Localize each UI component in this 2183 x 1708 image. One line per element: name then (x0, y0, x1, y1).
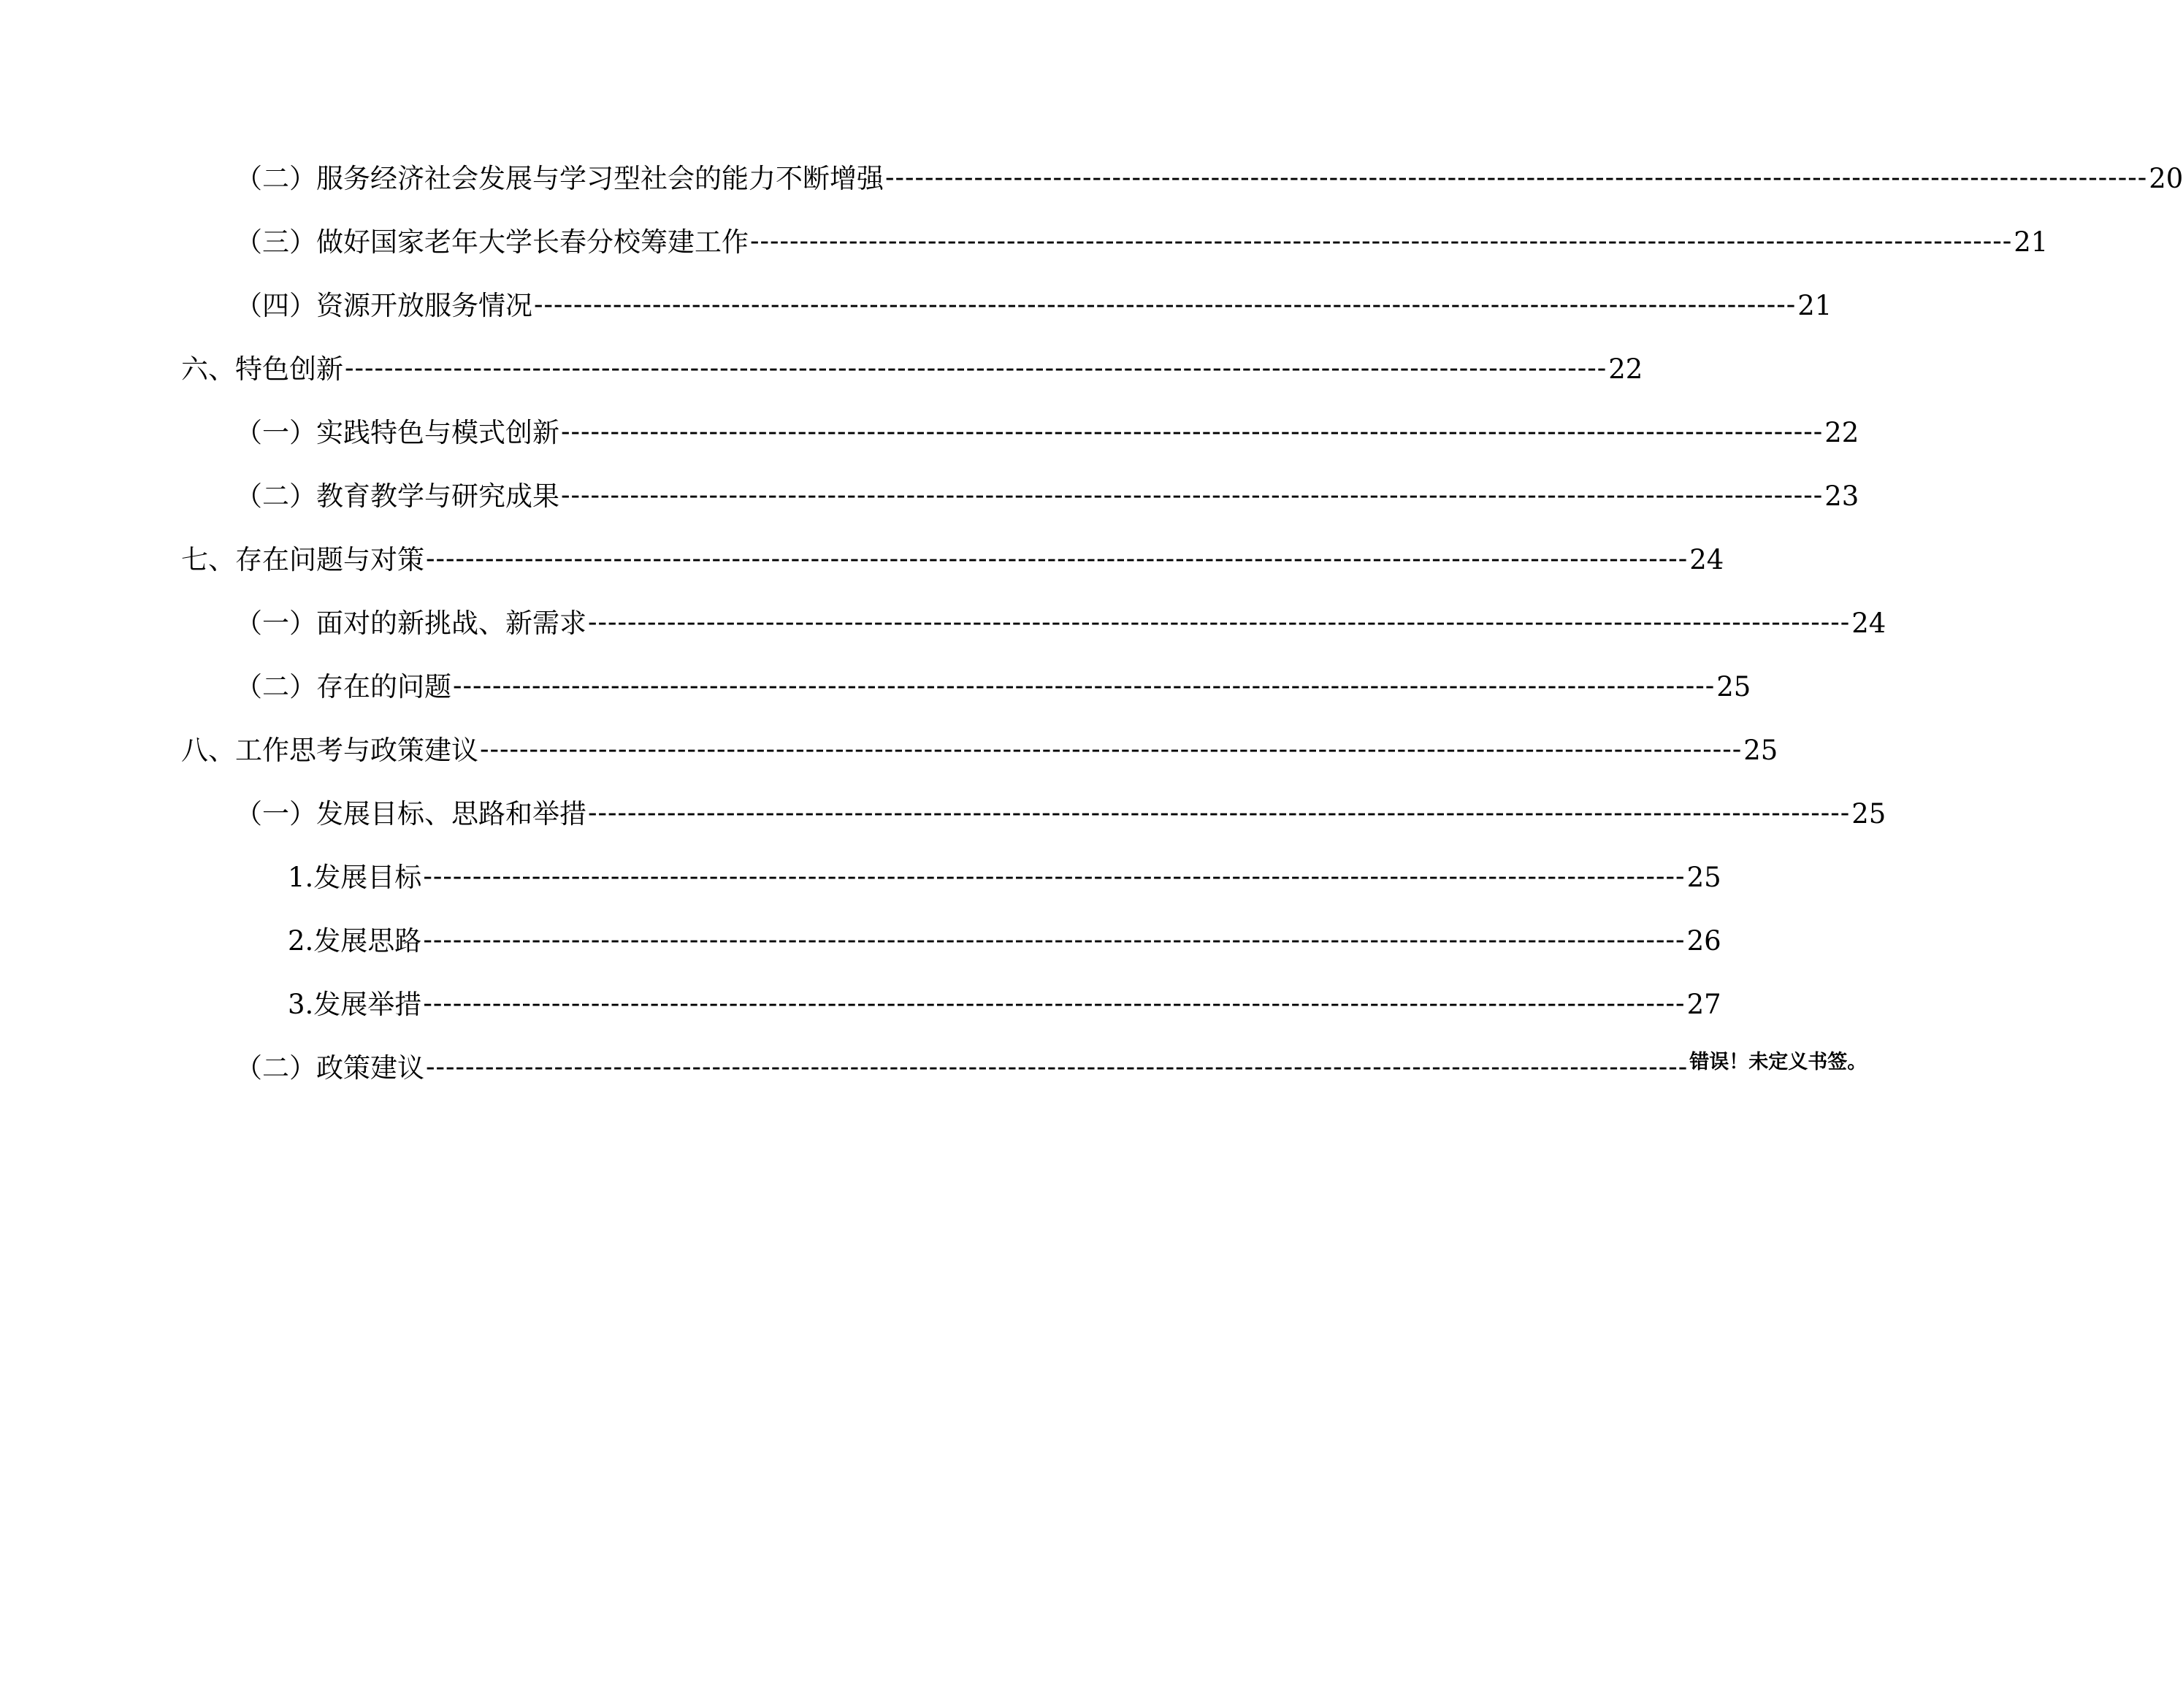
toc-entry[interactable] (235, 602, 1886, 646)
toc-entry-page: 24 (1851, 608, 1886, 639)
toc-entry-page: 21 (2014, 226, 2049, 258)
toc-entry-page: 21 (1797, 290, 1832, 321)
toc-entry-page: 22 (1608, 353, 1643, 385)
toc-entry-page: 20 (2149, 163, 2183, 194)
toc-entry-label: 1.发展目标 (288, 862, 422, 893)
toc-leader: -------------------------------------------------------------------------------------------------------------------------------- (588, 606, 1851, 637)
toc-leader: -------------------------------------------------------------------------------------------------------------------------------- (426, 543, 1689, 574)
toc-leader: -------------------------------------------------------------------------------------------------------------------------------- (423, 987, 1686, 1019)
toc-entry-page: 23 (1824, 480, 1859, 512)
toc-entry-label: 八、工作思考与政策建议 (181, 735, 478, 766)
toc-entry-label: （一）面对的新挑战、新需求 (235, 608, 586, 639)
toc-leader: -------------------------------------------------------------------------------------------------------------------------------- (480, 733, 1743, 765)
toc-entry[interactable] (288, 919, 1721, 963)
toc-leader: -------------------------------------------------------------------------------------------------------------------------------- (534, 288, 1797, 320)
toc-entry-label: （三）做好国家老年大学长春分校筹建工作 (235, 226, 749, 258)
toc-entry-page: 25 (1743, 735, 1778, 766)
toc-entry-page: 25 (1716, 671, 1751, 702)
toc-entry[interactable] (235, 157, 2183, 201)
toc-entry-label: 3.发展举措 (288, 989, 422, 1020)
toc-entry-error-text: 错误！未定义书签。 (1689, 1051, 1867, 1073)
toc-entry-label: （二）教育教学与研究成果 (235, 480, 559, 512)
toc-entry-page: 27 (1686, 989, 1721, 1020)
toc-entry-label: （二）政策建议 (235, 1052, 424, 1084)
toc-entry-label: （二）服务经济社会发展与学习型社会的能力不断增强 (235, 163, 884, 194)
toc-entry-label: 七、存在问题与对策 (181, 544, 424, 575)
toc-entry[interactable] (235, 221, 2049, 264)
toc-entry[interactable] (288, 856, 1721, 900)
toc-leader: -------------------------------------------------------------------------------------------------------------------------------- (561, 479, 1824, 510)
toc-leader: -------------------------------------------------------------------------------------------------------------------------------- (750, 225, 2013, 256)
toc-entry-page: 25 (1686, 862, 1721, 893)
toc-leader: -------------------------------------------------------------------------------------------------------------------------------- (588, 797, 1851, 828)
toc-entry-page: 26 (1686, 925, 1721, 957)
toc-leader: -------------------------------------------------------------------------------------------------------------------------------- (345, 352, 1607, 383)
toc-entry-label: 六、特色创新 (181, 353, 343, 385)
toc-entry-page: 25 (1851, 798, 1886, 830)
toc-entry[interactable] (235, 284, 1832, 328)
toc-entry[interactable] (235, 1046, 1867, 1090)
toc-leader: -------------------------------------------------------------------------------------------------------------------------------- (423, 924, 1686, 955)
toc-entry[interactable] (181, 538, 1724, 582)
toc-entry[interactable] (288, 983, 1721, 1027)
toc-entry[interactable] (181, 348, 1643, 391)
toc-entry[interactable] (235, 411, 1859, 455)
toc-entry-page: 24 (1689, 544, 1724, 575)
toc-entry-label: （一）实践特色与模式创新 (235, 417, 559, 448)
toc-entry-page: 22 (1824, 417, 1859, 448)
toc-leader: -------------------------------------------------------------------------------------------------------------------------------- (423, 860, 1686, 892)
toc-entry-label: 2.发展思路 (288, 925, 422, 957)
toc-leader: -------------------------------------------------------------------------------------------------------------------------------- (453, 670, 1716, 701)
toc-leader: -------------------------------------------------------------------------------------------------------------------------------- (426, 1051, 1689, 1082)
toc-entry[interactable] (181, 729, 1778, 773)
toc-leader: -------------------------------------------------------------------------------------------------------------------------------- (885, 161, 2148, 193)
toc-entry[interactable] (235, 475, 1859, 518)
toc-entry-label: （四）资源开放服务情况 (235, 290, 532, 321)
toc-entry-label: （二）存在的问题 (235, 671, 451, 702)
toc-entry[interactable] (235, 792, 1886, 836)
toc-entry[interactable] (235, 665, 1751, 709)
toc-entry-label: （一）发展目标、思路和举措 (235, 798, 586, 830)
toc-leader: -------------------------------------------------------------------------------------------------------------------------------- (561, 415, 1824, 447)
